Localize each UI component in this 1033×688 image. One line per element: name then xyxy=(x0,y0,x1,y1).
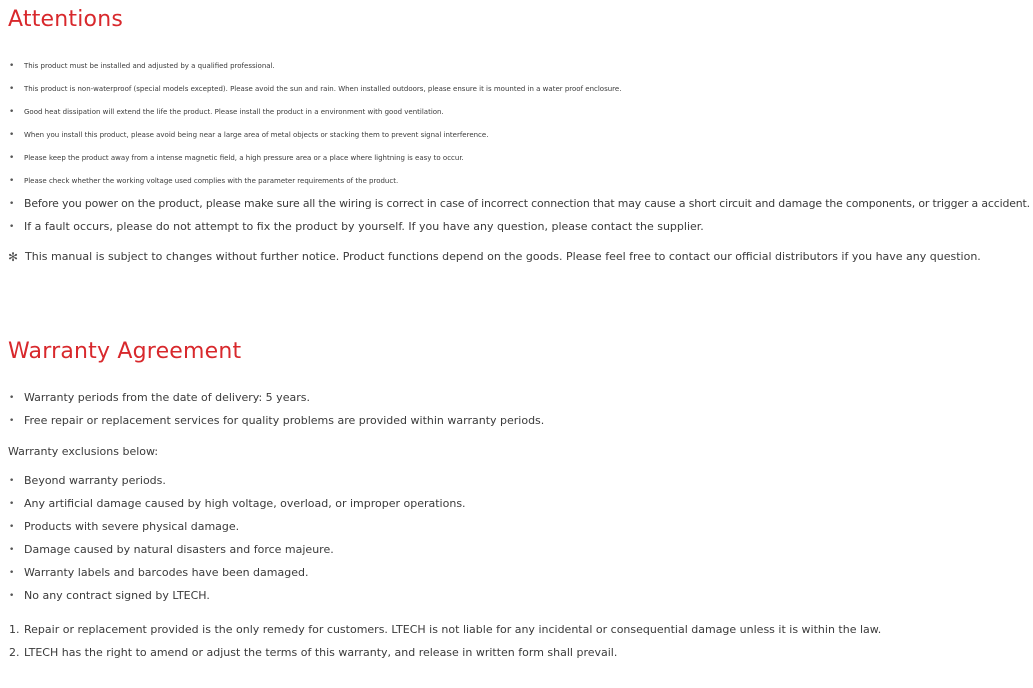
list-item-text: Please keep the product away from a intense magnetic field, a high pressure area or a place where lightning is easy to occur. xyxy=(24,153,464,162)
item-number: 2. xyxy=(9,646,20,659)
attentions-heading: Attentions xyxy=(8,7,123,32)
list-item xyxy=(0,409,544,432)
numbered-item-text: Repair or replacement provided is the only remedy for customers. LTECH is not liable for any incidental or consequential damage unless it is within the law. xyxy=(24,623,882,636)
bullet-icon: • xyxy=(9,129,15,140)
bullet-icon: • xyxy=(9,590,15,601)
numbered-item xyxy=(0,641,881,664)
asterisk-icon: ✻ xyxy=(8,249,19,264)
list-item xyxy=(0,54,1030,77)
list-item xyxy=(0,169,1030,192)
warranty-terms-list xyxy=(0,618,881,664)
warranty-periods-list xyxy=(0,386,544,432)
warranty-heading: Warranty Agreement xyxy=(8,339,242,364)
bullet-icon: • xyxy=(9,152,15,163)
list-item-text: Warranty periods from the date of delivery: 5 years. xyxy=(24,391,310,404)
item-number: 1. xyxy=(9,623,20,636)
bullet-icon: • xyxy=(9,392,15,403)
bullet-icon: • xyxy=(9,175,15,186)
list-item xyxy=(0,100,1030,123)
list-item xyxy=(0,146,1030,169)
manual-note xyxy=(0,245,981,268)
manual-note-text: This manual is subject to changes without further notice. Product functions depend on the goods. Please feel free to contact our official distributors if you have any question. xyxy=(25,250,981,263)
bullet-icon: • xyxy=(9,415,15,426)
list-item-text: This product is non-waterproof (special models excepted). Please avoid the sun and rain. When installed outdoors, please ensure it is mounted in a water proof enclosure. xyxy=(24,84,622,93)
list-item-text: No any contract signed by LTECH. xyxy=(24,589,210,602)
list-item-text: This product must be installed and adjusted by a qualified professional. xyxy=(24,61,275,70)
bullet-icon: • xyxy=(9,60,15,71)
list-item xyxy=(0,492,466,515)
list-item xyxy=(0,469,466,492)
list-item xyxy=(0,386,544,409)
bullet-icon: • xyxy=(9,198,15,209)
list-item-text: Please check whether the working voltage used complies with the parameter requirements of the product. xyxy=(24,176,399,185)
bullet-icon: • xyxy=(9,498,15,509)
warranty-exclusions-list xyxy=(0,469,466,607)
list-item-text: Before you power on the product, please make sure all the wiring is correct in case of incorrect connection that may cause a short circuit and damage the components, or trigger a accident. xyxy=(24,197,1030,210)
list-item xyxy=(0,215,1030,238)
bullet-icon: • xyxy=(9,221,15,232)
list-item-text: When you install this product, please avoid being near a large area of metal objects or stacking them to prevent signal interference. xyxy=(24,130,489,139)
list-item-text: Any artificial damage caused by high voltage, overload, or improper operations. xyxy=(24,497,466,510)
bullet-icon: • xyxy=(9,567,15,578)
attentions-list xyxy=(0,54,1030,238)
list-item-text: If a fault occurs, please do not attempt to fix the product by yourself. If you have any question, please contact the supplier. xyxy=(24,220,704,233)
list-item xyxy=(0,584,466,607)
numbered-item xyxy=(0,618,881,641)
bullet-icon: • xyxy=(9,544,15,555)
bullet-icon: • xyxy=(9,521,15,532)
list-item xyxy=(0,192,1030,215)
warranty-exclusions-label: Warranty exclusions below: xyxy=(8,445,159,458)
list-item-text: Damage caused by natural disasters and force majeure. xyxy=(24,543,334,556)
bullet-icon: • xyxy=(9,106,15,117)
list-item-text: Free repair or replacement services for quality problems are provided within warranty periods. xyxy=(24,414,545,427)
list-item xyxy=(0,123,1030,146)
bullet-icon: • xyxy=(9,83,15,94)
list-item xyxy=(0,561,466,584)
list-item xyxy=(0,77,1030,100)
bullet-icon: • xyxy=(9,475,15,486)
list-item-text: Beyond warranty periods. xyxy=(24,474,166,487)
list-item xyxy=(0,538,466,561)
list-item-text: Warranty labels and barcodes have been damaged. xyxy=(24,566,309,579)
list-item-text: Products with severe physical damage. xyxy=(24,520,240,533)
numbered-item-text: LTECH has the right to amend or adjust the terms of this warranty, and release in written form shall prevail. xyxy=(24,646,618,659)
list-item-text: Good heat dissipation will extend the life the product. Please install the product in a environment with good ventilation. xyxy=(24,107,444,116)
list-item xyxy=(0,515,466,538)
